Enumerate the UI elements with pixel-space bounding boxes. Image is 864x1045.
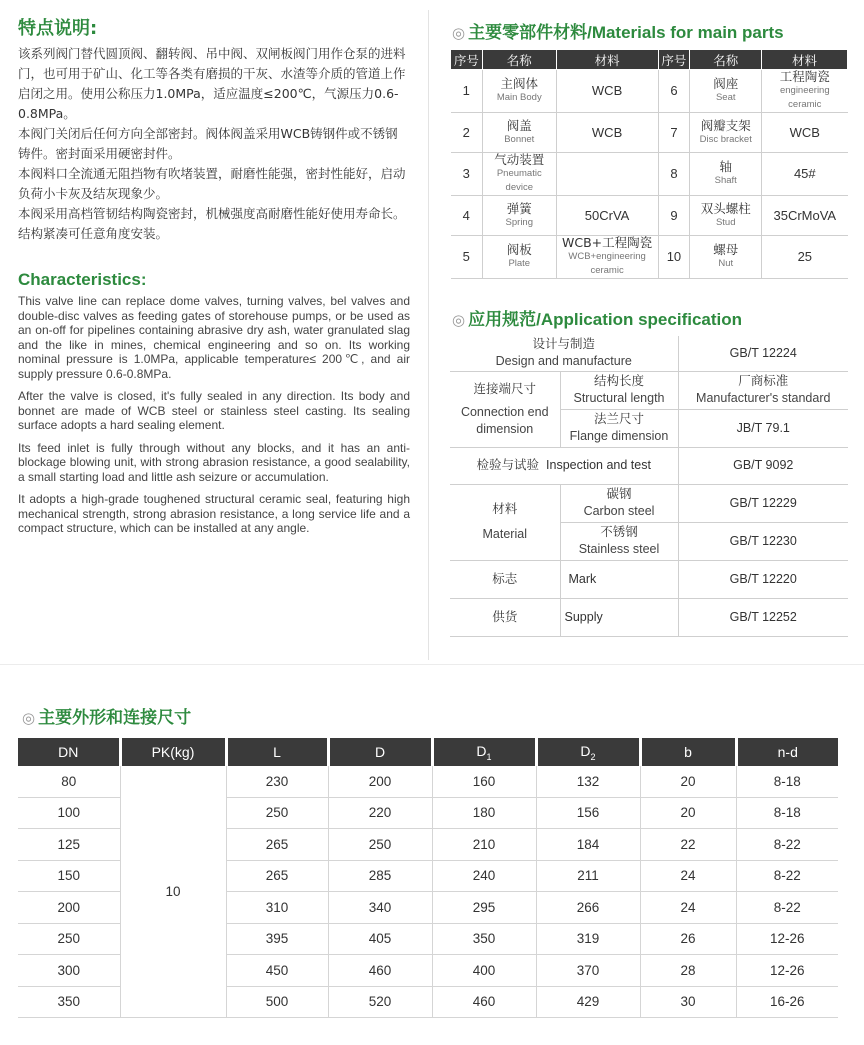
column-divider (428, 10, 429, 660)
part-name: 气动装置 Pneumatic device (482, 153, 556, 196)
d1-cell: 400 (432, 955, 536, 987)
app-row-inspection (450, 447, 848, 484)
b-cell: 26 (640, 923, 736, 955)
parts-section-title (452, 18, 784, 43)
part-no: 6 (658, 70, 690, 113)
part-material: 25 (762, 236, 848, 279)
header-name: 名称 (690, 50, 762, 70)
feature-paragraph-zh: 该系列阀门替代圆顶阀、翻转阀、吊中阀、双闸板阀门用作仓泵的进料门，也可用于矿山、化工等各类有磨损的干灰、水渣等介质的管道上作启闭之用。使用公称压力1.0MPa，适应温度≤200℃，气源压力0.6-0.8MPa。 (18, 46, 406, 121)
feature-paragraph-zh: 本阀料口全流通无阻挡物有吹堵装置，耐磨性能强，密封性能好，启动负荷小卡灰及结灰现象少。 (18, 166, 406, 201)
d2-cell: 266 (536, 892, 640, 924)
carbon-standard: GB/T 12229 (678, 484, 848, 522)
part-name: 双头螺柱 Stud (690, 196, 762, 236)
design-label: 设计与制造 Design and manufacture (450, 336, 678, 371)
part-no: 1 (451, 70, 483, 113)
features-title-zh: 特点说明: (18, 18, 98, 39)
part-material: 50CrVA (556, 196, 658, 236)
header-d2: $D_2$ (536, 738, 640, 766)
d2-cell: 429 (536, 986, 640, 1018)
d1-cell: 460 (432, 986, 536, 1018)
l-cell: 500 (226, 986, 328, 1018)
part-name: 阀座 Seat (690, 70, 762, 113)
d2-cell: 319 (536, 923, 640, 955)
pk-cell: 10 (120, 766, 226, 1018)
mark-standard: GB/T 12220 (678, 560, 848, 598)
part-material: WCB (762, 113, 848, 153)
dimension-row (18, 766, 838, 797)
header-dn: DN (18, 738, 120, 766)
d-cell: 220 (328, 797, 432, 829)
d-cell: 285 (328, 860, 432, 892)
d2-cell: 132 (536, 766, 640, 797)
dn-cell: 100 (18, 797, 120, 829)
part-name: 阀盖 Bonnet (482, 113, 556, 153)
inspection-standard: GB/T 9092 (678, 447, 848, 484)
part-material: WCB (556, 70, 658, 113)
mark-label-en: Mark (560, 560, 678, 598)
d-cell: 460 (328, 955, 432, 987)
b-cell: 22 (640, 829, 736, 861)
part-name: 主阀体 Main Body (482, 70, 556, 113)
header-l: L (226, 738, 328, 766)
part-no: 5 (451, 236, 483, 279)
feature-paragraph-en: Its feed inlet is fully through without any blocks, and it has an anti-blockage blowing unit, with strong abrasion resistance, a good sealability, a small starting load and little ash seizure or accumulation. (18, 440, 410, 484)
app-row-design (450, 336, 848, 371)
part-name: 螺母 Nut (690, 236, 762, 279)
nd-cell: 8-22 (736, 829, 838, 861)
ring-bullet-icon: ◎ (22, 710, 36, 727)
app-row-struct (450, 371, 848, 409)
ring-bullet-icon: ◎ (452, 312, 466, 329)
app-row-supply (450, 598, 848, 636)
parts-row (451, 70, 848, 113)
b-cell: 20 (640, 797, 736, 829)
feature-paragraph-en: This valve line can replace dome valves, turning valves, bel valves and double-disc valves as feeding gates of storehouse pumps, or be used as an on-off for pipelines containing abrasive dry ash, water granulated slag and the like in mines, chemical engineering and so on. Its working nominal pressure is 1.0MPa, applicable temperature≤ 200℃, and air supply pressure 0.6-0.8MPa. (18, 294, 410, 381)
flange-label: 法兰尺寸 Flange dimension (560, 409, 678, 447)
part-material: WCB (556, 113, 658, 153)
dn-cell: 300 (18, 955, 120, 987)
section-divider (0, 664, 864, 665)
part-material: 35CrMoVA (762, 196, 848, 236)
nd-cell: 8-18 (736, 797, 838, 829)
struct-label: 结构长度 Structural length (560, 371, 678, 409)
part-no: 4 (451, 196, 483, 236)
d-cell: 200 (328, 766, 432, 797)
ring-bullet-icon: ◎ (452, 25, 466, 42)
d1-cell: 210 (432, 829, 536, 861)
mark-label-cn: 标志 (450, 560, 560, 598)
part-material: 45# (762, 153, 848, 196)
part-material (556, 153, 658, 196)
parts-header-row (451, 50, 848, 70)
stainless-label: 不锈钢 Stainless steel (560, 522, 678, 560)
dimensions-title-text: 主要外形和连接尺寸 (38, 708, 192, 727)
b-cell: 24 (640, 860, 736, 892)
parts-row (451, 236, 848, 279)
supply-label-en: Supply (560, 598, 678, 636)
dimensions-section-title (22, 703, 191, 728)
inspection-label: 检验与试验 Inspection and test (450, 447, 678, 484)
header-pk: PK(kg) (120, 738, 226, 766)
features-text-en (18, 294, 410, 536)
parts-row (451, 113, 848, 153)
part-no: 3 (451, 153, 483, 196)
feature-paragraph-en: After the valve is closed, it's fully sealed in any direction. Its body and bonnet are made of WCB steel or stainless steel casting. Its sealing surface adopts a hard sealing element. (18, 389, 410, 432)
features-column (18, 14, 410, 544)
d1-cell: 350 (432, 923, 536, 955)
header-nd: n-d (736, 738, 838, 766)
header-b: b (640, 738, 736, 766)
header-material: 材料 (762, 50, 848, 70)
l-cell: 230 (226, 766, 328, 797)
d1-cell: 160 (432, 766, 536, 797)
part-no: 9 (658, 196, 690, 236)
nd-cell: 8-22 (736, 892, 838, 924)
part-no: 2 (451, 113, 483, 153)
nd-cell: 8-22 (736, 860, 838, 892)
header-d: D (328, 738, 432, 766)
application-title-text: 应用规范/Application specification (468, 310, 743, 329)
struct-standard: 厂商标准 Manufacturer's standard (678, 371, 848, 409)
d-cell: 520 (328, 986, 432, 1018)
l-cell: 250 (226, 797, 328, 829)
features-title-en: Characteristics: (18, 270, 147, 289)
part-name: 阀瓣支架 Disc bracket (690, 113, 762, 153)
dimensions-header-row (18, 738, 838, 766)
connection-label: 连接端尺寸 Connection end dimension (450, 371, 560, 447)
supply-label-cn: 供货 (450, 598, 560, 636)
d-cell: 405 (328, 923, 432, 955)
d2-cell: 156 (536, 797, 640, 829)
part-no: 7 (658, 113, 690, 153)
l-cell: 450 (226, 955, 328, 987)
header-material: 材料 (556, 50, 658, 70)
b-cell: 28 (640, 955, 736, 987)
b-cell: 30 (640, 986, 736, 1018)
b-cell: 20 (640, 766, 736, 797)
flange-standard: JB/T 79.1 (678, 409, 848, 447)
nd-cell: 12-26 (736, 923, 838, 955)
nd-cell: 8-18 (736, 766, 838, 797)
dn-cell: 250 (18, 923, 120, 955)
part-no: 10 (658, 236, 690, 279)
parts-table (450, 49, 848, 279)
supply-standard: GB/T 12252 (678, 598, 848, 636)
dn-cell: 350 (18, 986, 120, 1018)
parts-title-text: 主要零部件材料/Materials for main parts (468, 23, 784, 42)
dn-cell: 150 (18, 860, 120, 892)
part-material: WCB+工程陶瓷 WCB+engineering ceramic (556, 236, 658, 279)
dn-cell: 200 (18, 892, 120, 924)
d-cell: 250 (328, 829, 432, 861)
carbon-label: 碳钢 Carbon steel (560, 484, 678, 522)
parts-row (451, 153, 848, 196)
app-row-mark (450, 560, 848, 598)
nd-cell: 12-26 (736, 955, 838, 987)
l-cell: 395 (226, 923, 328, 955)
b-cell: 24 (640, 892, 736, 924)
part-name: 弹簧 Spring (482, 196, 556, 236)
design-standard: GB/T 12224 (678, 336, 848, 371)
d1-cell: 180 (432, 797, 536, 829)
material-label: 材料 Material (450, 484, 560, 560)
d1-cell: 240 (432, 860, 536, 892)
part-name: 阀板 Plate (482, 236, 556, 279)
part-no: 8 (658, 153, 690, 196)
d-cell: 340 (328, 892, 432, 924)
parts-row (451, 196, 848, 236)
app-row-carbon (450, 484, 848, 522)
header-d1: $D_1$ (432, 738, 536, 766)
l-cell: 265 (226, 860, 328, 892)
dn-cell: 80 (18, 766, 120, 797)
stainless-standard: GB/T 12230 (678, 522, 848, 560)
d2-cell: 370 (536, 955, 640, 987)
d1-cell: 295 (432, 892, 536, 924)
part-name: 轴 Shaft (690, 153, 762, 196)
header-name: 名称 (482, 50, 556, 70)
part-material: 工程陶瓷 engineering ceramic (762, 70, 848, 113)
dimensions-table (18, 738, 838, 1018)
application-section-title (452, 305, 742, 330)
header-no: 序号 (451, 50, 483, 70)
l-cell: 310 (226, 892, 328, 924)
features-text-zh (18, 44, 410, 244)
application-table (450, 336, 848, 637)
header-no: 序号 (658, 50, 690, 70)
d2-cell: 211 (536, 860, 640, 892)
feature-paragraph-zh: 本阀采用高档管韧结构陶瓷密封，机械强度高耐磨性能好使用寿命长。结构紧凑可任意角度安装。 (18, 206, 406, 241)
l-cell: 265 (226, 829, 328, 861)
feature-paragraph-zh: 本阀门关闭后任何方向全部密封。阀体阀盖采用WCB铸钢件或不锈钢铸件。密封面采用硬密封件。 (18, 126, 398, 161)
nd-cell: 16-26 (736, 986, 838, 1018)
d2-cell: 184 (536, 829, 640, 861)
dn-cell: 125 (18, 829, 120, 861)
feature-paragraph-en: It adopts a high-grade toughened structural ceramic seal, featuring high mechanical strength, strong abrasion resistance, a long service life and a compact structure, which can be installed at any angle. (18, 492, 410, 535)
